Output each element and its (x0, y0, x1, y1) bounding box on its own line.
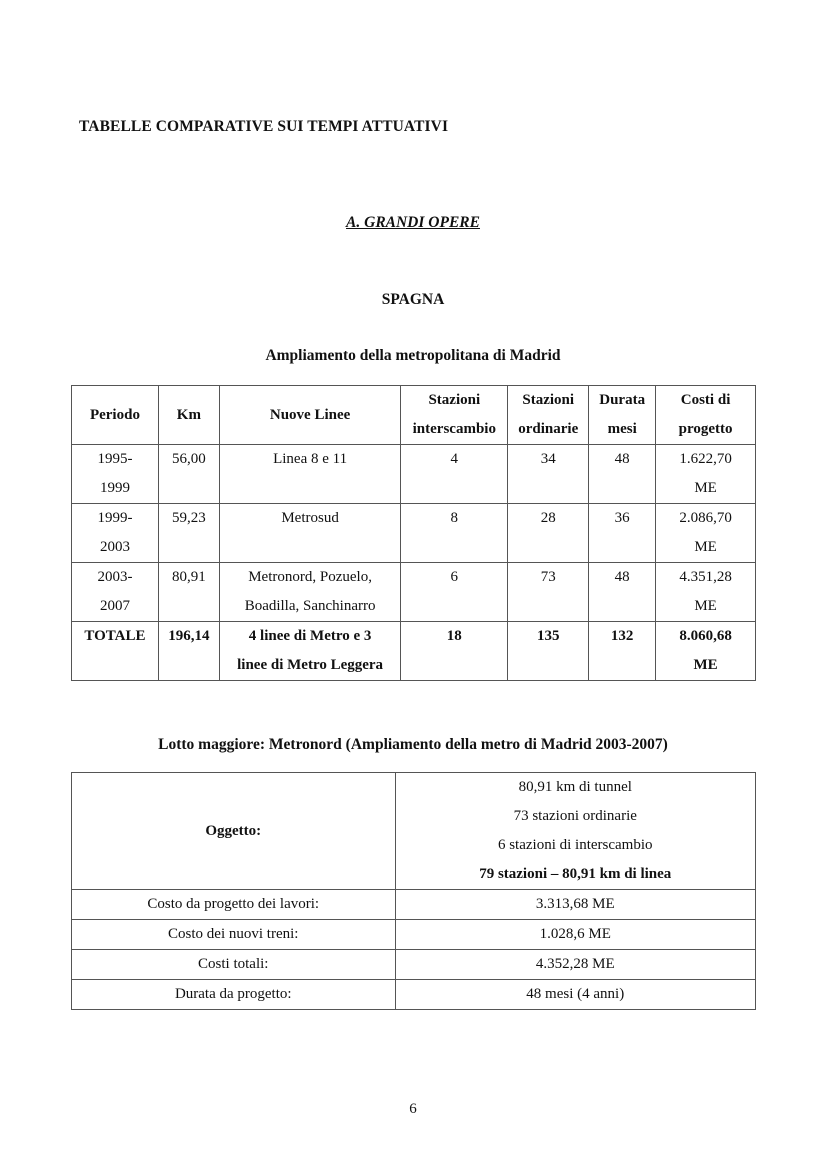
table-row (72, 563, 756, 622)
cell-interscambio: 8 (401, 504, 508, 563)
oggetto-line: 73 stazioni ordinarie (513, 808, 637, 824)
cell-total-durata: 132 (589, 622, 656, 681)
header-line: Stazioni (428, 392, 481, 408)
header-stazioni-ordinarie (508, 386, 589, 445)
cell-line: ME (694, 480, 717, 496)
table-total-row (72, 622, 756, 681)
cell-costi (656, 563, 756, 622)
table-header-row (72, 386, 756, 445)
header-line: Stazioni (522, 392, 575, 408)
cell-line: Boadilla, Sanchinarro (244, 598, 376, 614)
row-label: Costo dei nuovi treni: (72, 920, 396, 950)
row-label: Costi totali: (72, 950, 396, 980)
header-line: interscambio (412, 421, 496, 437)
cell-line: 1.622,70 (679, 451, 732, 467)
cell-total-label: TOTALE (72, 622, 159, 681)
oggetto-summary: 79 stazioni – 80,91 km di linea (479, 866, 672, 882)
cell-periodo (72, 445, 159, 504)
cell-costi (656, 504, 756, 563)
cell-total-km: 196,14 (158, 622, 219, 681)
cell-periodo (72, 563, 159, 622)
cell-line: 1999- (97, 510, 133, 526)
row-label: Durata da progetto: (72, 980, 396, 1010)
cell-total-ordinarie: 135 (508, 622, 589, 681)
cell-line: 4.351,28 (679, 569, 732, 585)
metronord-table (71, 772, 756, 1010)
cell-durata: 48 (589, 445, 656, 504)
cell-total-linee (219, 622, 401, 681)
page-number: 6 (409, 1101, 417, 1117)
cell-line: 2007 (99, 598, 130, 614)
table-row (72, 504, 756, 563)
cell-interscambio: 4 (401, 445, 508, 504)
cell-linee: Metrosud (219, 504, 401, 563)
cell-line: 8.060,68 (679, 628, 732, 644)
header-costi (656, 386, 756, 445)
oggetto-value (395, 773, 756, 890)
cell-durata: 48 (589, 563, 656, 622)
cell-linee (219, 563, 401, 622)
madrid-metro-table (71, 385, 756, 681)
table1-caption: Ampliamento della metropolitana di Madrid (265, 347, 561, 364)
cell-total-costi (656, 622, 756, 681)
cell-ordinarie: 73 (508, 563, 589, 622)
cell-durata: 36 (589, 504, 656, 563)
table-row (72, 980, 756, 1010)
cell-line: 2003- (97, 569, 133, 585)
cell-km: 80,91 (158, 563, 219, 622)
cell-line: linee di Metro Leggera (237, 657, 384, 673)
header-stazioni-interscambio (401, 386, 508, 445)
row-value: 4.352,28 ME (395, 950, 756, 980)
row-value: 3.313,68 ME (395, 890, 756, 920)
document-title: TABELLE COMPARATIVE SUI TEMPI ATTUATIVI (79, 118, 449, 135)
cell-line: ME (693, 657, 718, 673)
cell-line: 2003 (99, 539, 130, 555)
country-heading: SPAGNA (381, 291, 445, 308)
row-value: 1.028,6 ME (395, 920, 756, 950)
table-row (72, 920, 756, 950)
cell-ordinarie: 28 (508, 504, 589, 563)
table-row (72, 445, 756, 504)
cell-line: ME (694, 598, 717, 614)
row-value: 48 mesi (4 anni) (395, 980, 756, 1010)
cell-line: 1999 (99, 480, 130, 496)
cell-line: 4 linee di Metro e 3 (248, 628, 372, 644)
table-row (72, 890, 756, 920)
header-durata (589, 386, 656, 445)
section-heading-text: A. GRANDI OPERE (346, 214, 480, 231)
table-row (72, 950, 756, 980)
cell-total-interscambio: 18 (401, 622, 508, 681)
oggetto-line: 80,91 km di tunnel (518, 779, 632, 795)
oggetto-row (72, 773, 756, 890)
table2-caption: Lotto maggiore: Metronord (Ampliamento della metro di Madrid 2003-2007) (158, 736, 668, 753)
cell-line: Metronord, Pozuelo, (248, 569, 372, 585)
cell-interscambio: 6 (401, 563, 508, 622)
header-line: ordinarie (518, 421, 579, 437)
header-nuove-linee: Nuove Linee (219, 386, 401, 445)
oggetto-label: Oggetto: (72, 773, 396, 890)
cell-km: 59,23 (158, 504, 219, 563)
header-line: mesi (607, 421, 637, 437)
header-periodo: Periodo (72, 386, 159, 445)
header-km: Km (158, 386, 219, 445)
cell-line: 2.086,70 (679, 510, 732, 526)
cell-line: ME (694, 539, 717, 555)
cell-km: 56,00 (158, 445, 219, 504)
cell-ordinarie: 34 (508, 445, 589, 504)
cell-costi (656, 445, 756, 504)
header-line: Costi di (680, 392, 731, 408)
cell-linee: Linea 8 e 11 (219, 445, 401, 504)
row-label: Costo da progetto dei lavori: (72, 890, 396, 920)
section-heading (0, 214, 826, 232)
header-line: progetto (678, 421, 733, 437)
cell-line: 1995- (97, 451, 133, 467)
cell-periodo (72, 504, 159, 563)
oggetto-line: 6 stazioni di interscambio (497, 837, 653, 853)
header-line: Durata (599, 392, 646, 408)
